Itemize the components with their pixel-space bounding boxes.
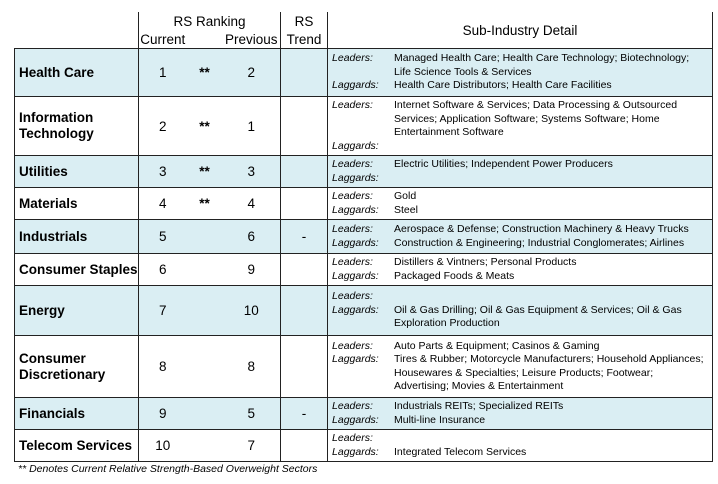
rs-trend: [281, 254, 328, 286]
sector-name: Industrials: [15, 220, 139, 254]
table-row: [15, 286, 713, 336]
leaders-list: Distillers & Vintners; Personal Products: [394, 256, 577, 268]
rs-ranking-header: RS Ranking: [139, 12, 281, 30]
leaders-line: [332, 52, 708, 79]
laggards-line: [332, 140, 708, 154]
sub-industry-detail-header: Sub-Industry Detail: [328, 12, 713, 49]
previous-rank: 9: [223, 254, 281, 286]
leaders-list: [394, 432, 708, 446]
sub-industry-detail: [328, 398, 713, 430]
footnote: ** Denotes Current Relative Strength-Based Overweight Sectors: [18, 463, 318, 475]
table-row: [15, 254, 713, 286]
laggards-list: Multi-line Insurance: [394, 413, 486, 426]
overweight-marker: [187, 220, 223, 254]
sub-industry-detail: [328, 97, 713, 156]
sub-industry-detail: [328, 286, 713, 336]
table-row: [15, 188, 713, 220]
previous-rank: 4: [223, 188, 281, 220]
table-row: [15, 156, 713, 188]
rs-trend: [281, 286, 328, 336]
sector-name: Telecom Services: [15, 430, 139, 462]
sub-industry-detail: [328, 336, 713, 398]
sector-name: Information Technology: [15, 97, 139, 156]
sector-name: Financials: [15, 398, 139, 430]
leaders-line: [332, 290, 708, 304]
laggards-list: [394, 172, 708, 186]
sub-industry-detail: [328, 220, 713, 254]
current-rank: 7: [139, 286, 187, 336]
leaders-list: [394, 290, 708, 304]
laggards-list: Construction & Engineering; Industrial Conglomerates; Airlines: [394, 236, 685, 249]
overweight-marker: [187, 336, 223, 398]
current-rank: 10: [139, 430, 187, 462]
rs-trend: [281, 156, 328, 188]
leaders-line: [332, 256, 708, 270]
table-row: [15, 220, 713, 254]
leaders-list: Electric Utilities; Independent Power Producers: [394, 158, 613, 170]
sector-name: Consumer Discretionary: [15, 336, 139, 398]
laggards-line: [332, 270, 708, 284]
laggards-list: Oil & Gas Drilling; Oil & Gas Equipment & Services; Oil & Gas Exploration Production: [394, 303, 682, 330]
laggards-label: Laggards:: [332, 353, 379, 365]
previous-rank: 2: [223, 49, 281, 97]
sector-name: Materials: [15, 188, 139, 220]
table-row: [15, 49, 713, 97]
sector-name: Energy: [15, 286, 139, 336]
previous-rank: 1: [223, 97, 281, 156]
leaders-line: [332, 99, 708, 140]
previous-rank: 7: [223, 430, 281, 462]
laggards-list: Packaged Foods & Meats: [394, 269, 515, 282]
sub-industry-detail: [328, 430, 713, 462]
leaders-label: Leaders:: [332, 99, 373, 111]
laggards-label: Laggards:: [332, 139, 379, 152]
laggards-label: Laggards:: [332, 445, 379, 458]
rs-trend: -: [281, 220, 328, 254]
leaders-label: Leaders:: [332, 432, 373, 444]
current-rank: 5: [139, 220, 187, 254]
laggards-label: Laggards:: [332, 236, 379, 249]
leaders-label: Leaders:: [332, 190, 373, 202]
overweight-marker: **: [187, 49, 223, 97]
overweight-marker: **: [187, 97, 223, 156]
rs-trend: [281, 49, 328, 97]
laggards-label: Laggards:: [332, 171, 379, 184]
rs-header: RS: [281, 12, 328, 30]
leaders-label: Leaders:: [332, 52, 373, 65]
laggards-line: [332, 353, 708, 394]
previous-rank: 6: [223, 220, 281, 254]
laggards-line: [332, 446, 708, 460]
sub-industry-detail: [328, 254, 713, 286]
current-rank: 2: [139, 97, 187, 156]
sub-industry-detail: [328, 188, 713, 220]
rs-trend: [281, 336, 328, 398]
overweight-marker: [187, 286, 223, 336]
current-rank: 6: [139, 254, 187, 286]
laggards-label: Laggards:: [332, 79, 379, 92]
laggards-label: Laggards:: [332, 203, 379, 216]
leaders-label: Leaders:: [332, 158, 373, 170]
table-row: [15, 430, 713, 462]
leaders-label: Leaders:: [332, 256, 373, 268]
rs-trend: -: [281, 398, 328, 430]
leaders-label: Leaders:: [332, 400, 373, 412]
current-rank: 8: [139, 336, 187, 398]
leaders-list: Auto Parts & Equipment; Casinos & Gaming: [394, 339, 600, 352]
rs-ranking-table: [14, 12, 713, 462]
sector-name: Consumer Staples: [15, 254, 139, 286]
sub-industry-detail: [328, 156, 713, 188]
leaders-line: [332, 223, 708, 237]
leaders-line: [332, 432, 708, 446]
overweight-marker: **: [187, 188, 223, 220]
laggards-line: [332, 79, 708, 93]
leaders-line: [332, 190, 708, 204]
laggards-list: [394, 140, 708, 154]
laggards-list: Steel: [394, 203, 418, 216]
overweight-marker: [187, 430, 223, 462]
overweight-marker: [187, 398, 223, 430]
leaders-line: [332, 158, 708, 172]
rs-trend: [281, 430, 328, 462]
overweight-marker: **: [187, 156, 223, 188]
leaders-label: Leaders:: [332, 223, 373, 235]
laggards-list: Integrated Telecom Services: [394, 445, 527, 458]
laggards-list: Tires & Rubber; Motorcycle Manufacturers; Household Appliances; Housewares & Specialties; Leisure Products; Footwear; Advertising; Movies & Entertainment: [394, 353, 704, 392]
sector-name: Health Care: [15, 49, 139, 97]
leaders-list: Managed Health Care; Health Care Technology; Biotechnology; Life Science Tools & Services: [394, 52, 690, 78]
current-rank: 1: [139, 49, 187, 97]
table-row: [15, 336, 713, 398]
leaders-list: Gold: [394, 190, 417, 202]
leaders-label: Leaders:: [332, 290, 373, 303]
laggards-label: Laggards:: [332, 303, 379, 316]
laggards-list: Health Care Distributors; Health Care Facilities: [394, 79, 612, 92]
rs-trend: [281, 97, 328, 156]
laggards-line: [332, 204, 708, 218]
overweight-marker: [187, 254, 223, 286]
laggards-line: [332, 237, 708, 251]
current-rank: 9: [139, 398, 187, 430]
leaders-list: Internet Software & Services; Data Processing & Outsourced Services; Application Software; Systems Software; Home Entertainment Software: [394, 99, 678, 138]
trend-header: Trend: [281, 30, 328, 49]
current-header: Current: [140, 31, 186, 47]
current-rank: 3: [139, 156, 187, 188]
previous-header: Previous: [224, 31, 278, 47]
leaders-list: Aerospace & Defense; Construction Machinery & Heavy Trucks: [394, 223, 689, 235]
previous-rank: 8: [223, 336, 281, 398]
previous-rank: 5: [223, 398, 281, 430]
laggards-line: [332, 304, 708, 331]
rs-trend: [281, 188, 328, 220]
table-row: [15, 398, 713, 430]
laggards-label: Laggards:: [332, 413, 379, 426]
laggards-line: [332, 172, 708, 186]
leaders-line: [332, 340, 708, 354]
table-row: [15, 97, 713, 156]
current-rank: 4: [139, 188, 187, 220]
laggards-label: Laggards:: [332, 269, 379, 282]
previous-rank: 10: [223, 286, 281, 336]
leaders-label: Leaders:: [332, 339, 373, 352]
previous-rank: 3: [223, 156, 281, 188]
leaders-list: Industrials REITs; Specialized REITs: [394, 400, 564, 412]
sector-name: Utilities: [15, 156, 139, 188]
laggards-line: [332, 414, 708, 428]
leaders-line: [332, 400, 708, 414]
sub-industry-detail: [328, 49, 713, 97]
